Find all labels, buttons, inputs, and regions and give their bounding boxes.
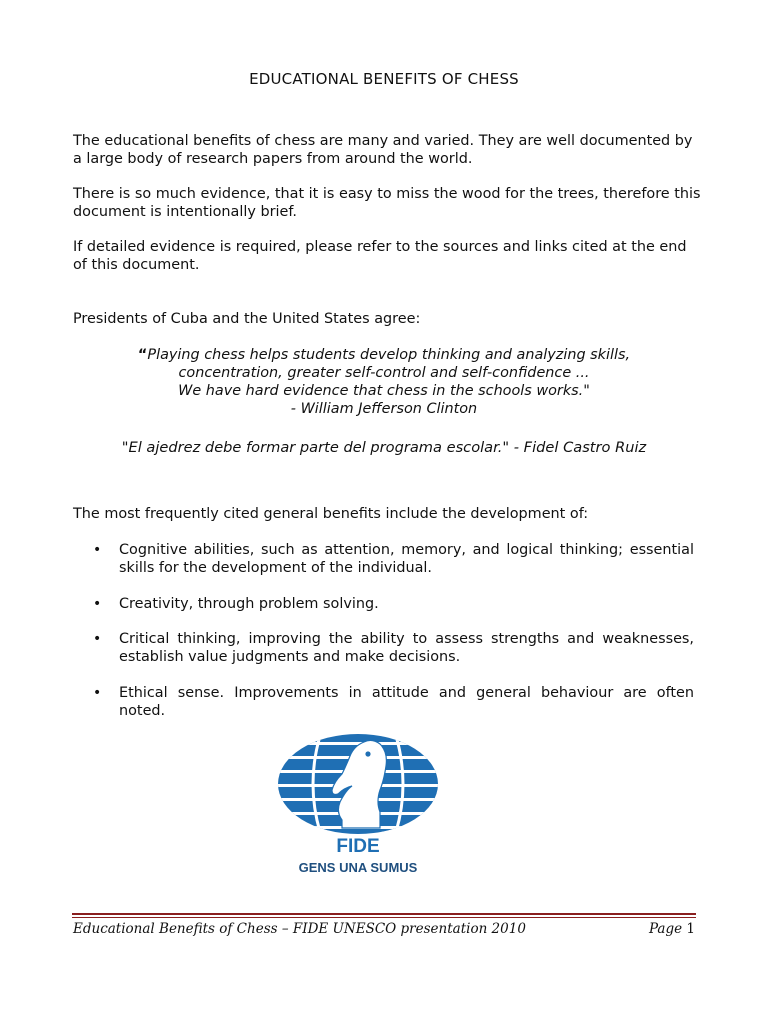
bullet-icon: • <box>93 542 102 558</box>
bullet-icon: • <box>93 685 102 701</box>
bullet-icon: • <box>93 596 102 612</box>
clinton-quote-line <box>73 346 695 364</box>
footer-rule <box>72 913 696 915</box>
footer-title: Educational Benefits of Chess – FIDE UNESCO presentation 2010 <box>73 921 526 937</box>
benefit-text: Critical thinking, improving the ability to assess strengths and weaknesses, establish value judgments and make decisions. <box>119 631 694 665</box>
document-title: EDUCATIONAL BENEFITS OF CHESS <box>249 70 519 88</box>
sources-paragraph: If detailed evidence is required, please refer to the sources and links cited at the end of this document. <box>73 239 687 273</box>
globe-stripe <box>276 742 440 745</box>
benefit-text: Ethical sense. Improvements in attitude and general behaviour are often noted. <box>119 685 694 719</box>
clinton-quote-line-2: concentration, greater self-control and self-confidence ... <box>178 365 590 381</box>
page-label: Page <box>648 921 683 937</box>
intro-paragraph: The educational benefits of chess are many and varied. They are well documented by a large body of research papers from around the world. <box>73 133 693 167</box>
clinton-quote-line-1: Playing chess helps students develop thinking and analyzing skills, <box>147 347 631 363</box>
benefits-intro: The most frequently cited general benefits include the development of: <box>73 506 589 522</box>
bullet-icon: • <box>93 631 102 647</box>
fide-logo <box>276 732 440 876</box>
benefit-text: Cognitive abilities, such as attention, memory, and logical thinking; essential skills for the development of the individual. <box>119 542 694 576</box>
benefit-text: Creativity, through problem solving. <box>119 596 379 612</box>
quote-open-mark: “ <box>137 347 148 363</box>
page-number: 1 <box>686 921 695 937</box>
presidents-paragraph: Presidents of Cuba and the United States agree: <box>73 311 421 327</box>
evidence-paragraph: There is so much evidence, that it is easy to miss the wood for the trees, therefore this document is intentionally brief. <box>73 186 701 220</box>
page-number-block <box>649 921 695 937</box>
fide-wordmark: FIDE <box>336 836 380 857</box>
fide-motto: GENS UNA SUMUS <box>298 860 418 875</box>
clinton-quote-attribution: - William Jefferson Clinton <box>290 401 478 417</box>
footer-rule-thin <box>72 917 696 918</box>
castro-quote: "El ajedrez debe formar parte del programa escolar." - Fidel Castro Ruiz <box>121 439 647 456</box>
knight-eye <box>365 751 370 756</box>
clinton-quote-line-3: We have hard evidence that chess in the schools works." <box>178 383 590 399</box>
